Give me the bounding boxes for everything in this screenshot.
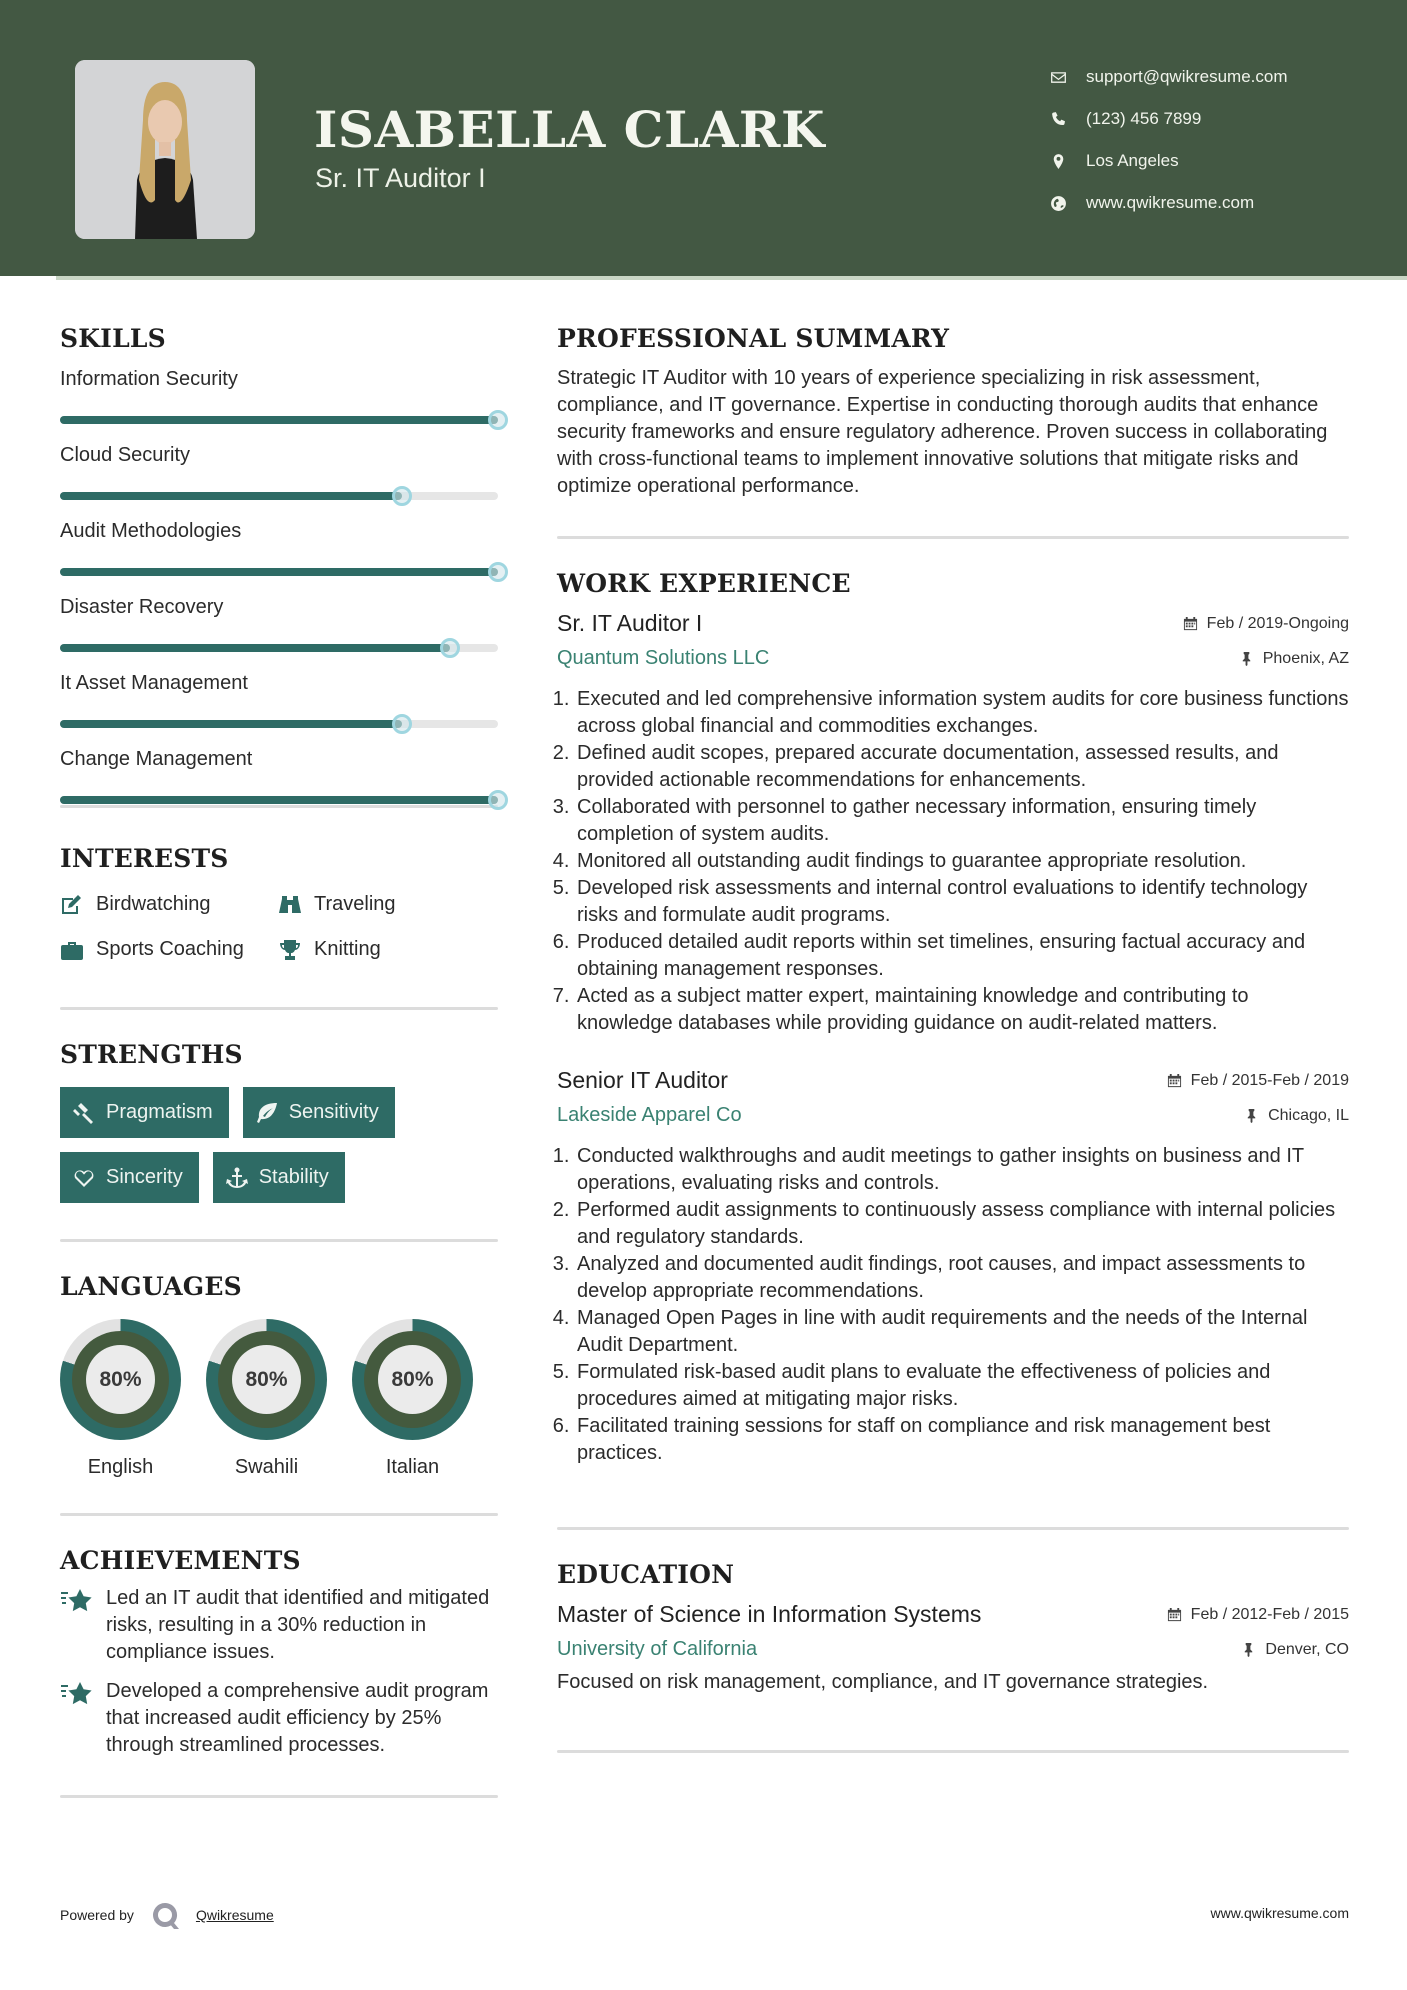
contact-location	[1050, 140, 1288, 182]
language-percent: 80%	[86, 1345, 155, 1414]
interest-item	[278, 936, 498, 963]
summary-title: PROFESSIONAL SUMMARY	[557, 324, 950, 353]
star-icon	[60, 1678, 106, 1759]
strength-label: Stability	[258, 1166, 329, 1188]
skill-item	[60, 627, 498, 703]
language-percent: 80%	[378, 1345, 447, 1414]
candidate-name: ISABELLA CLARK	[314, 100, 825, 159]
education-description: Focused on risk management, compliance, and IT governance strategies.	[557, 1671, 1209, 1693]
interest-item	[278, 891, 498, 918]
interest-label: Knitting	[314, 938, 381, 960]
candidate-role: Sr. IT Auditor I	[315, 163, 486, 193]
interest-label: Traveling	[314, 893, 396, 915]
suitcase-icon	[60, 939, 96, 961]
section-divider	[60, 805, 498, 808]
skill-item	[60, 551, 498, 627]
contact-list	[1050, 56, 1288, 224]
strength-chip	[60, 1152, 199, 1203]
job-dates: Feb / 2015-Feb / 2019	[1167, 1072, 1349, 1090]
section-divider	[60, 1007, 498, 1010]
skill-item	[60, 475, 498, 551]
job-dates: Feb / 2019-Ongoing	[1183, 615, 1349, 633]
anchor-icon	[225, 1166, 259, 1190]
heart-icon	[72, 1166, 106, 1190]
calendar-icon	[1183, 616, 1198, 631]
duty-item: 5. Developed risk assessments and internal control evaluations to identify technology risks and formulate audit programs.	[575, 875, 1349, 929]
contact-location-text: Los Angeles	[1086, 151, 1179, 170]
strength-chip	[60, 1087, 229, 1138]
achievement-text: Developed a comprehensive audit program that increased audit efficiency by 25% through streamlined processes.	[106, 1680, 489, 1756]
contact-website[interactable]	[1050, 182, 1288, 224]
interests-title: INTERESTS	[60, 844, 229, 873]
section-divider	[557, 536, 1349, 539]
strength-label: Sincerity	[106, 1166, 183, 1188]
resume-header	[0, 0, 1407, 276]
contact-website-text: www.qwikresume.com	[1086, 193, 1255, 212]
summary-text: Strategic IT Auditor with 10 years of experience specializing in risk assessment, compliance, and IT governance. Expertise in conducting thorough audits that enhance security frameworks and ensure regulatory adherence. Proven success in collaborating with cross-functional teams to implement innovative solutions that mitigate risks and optimize operational performance.	[557, 367, 1328, 497]
interest-item	[60, 936, 278, 963]
language-percent: 80%	[232, 1345, 301, 1414]
interests-list	[60, 891, 498, 963]
strengths-title: STRENGTHS	[60, 1040, 243, 1069]
skill-bar-knob	[488, 790, 508, 810]
edit-icon	[60, 894, 96, 916]
language-progress-ring	[352, 1319, 473, 1440]
section-divider	[557, 1750, 1349, 1753]
skill-label: Disaster Recovery	[60, 596, 224, 618]
skill-item	[60, 703, 498, 779]
qwikresume-link[interactable]: Qwikresume	[195, 1907, 274, 1923]
leaf-icon	[255, 1101, 289, 1125]
strength-chip	[243, 1087, 395, 1138]
education-dates: Feb / 2012-Feb / 2015	[1167, 1606, 1349, 1624]
pushpin-icon	[1239, 651, 1254, 666]
skill-label: Audit Methodologies	[60, 520, 242, 542]
interest-item	[60, 891, 278, 918]
trophy-icon	[278, 939, 314, 961]
skill-label: Cloud Security	[60, 444, 191, 466]
duty-item: 2. Defined audit scopes, prepared accurate documentation, assessed results, and provided actionable recommendations for enhancements.	[575, 740, 1349, 794]
degree-title: Master of Science in Information Systems	[557, 1601, 982, 1627]
languages-list	[60, 1319, 498, 1479]
star-icon	[60, 1585, 106, 1666]
achievement-item	[60, 1585, 498, 1666]
language-label: English	[87, 1456, 154, 1478]
skill-bar-fill	[60, 796, 498, 804]
pushpin-icon	[1244, 1108, 1259, 1123]
globe-icon	[1050, 195, 1086, 212]
school-name: University of California	[557, 1638, 758, 1660]
calendar-icon	[1167, 1073, 1182, 1088]
achievement-item	[60, 1678, 498, 1759]
language-item	[206, 1319, 327, 1479]
skills-list	[60, 323, 498, 779]
skill-label: Change Management	[60, 748, 253, 770]
duty-item: 1. Executed and led comprehensive information system audits for core business functions across global financial and commodities exchanges.	[575, 686, 1349, 740]
duty-item: 4. Managed Open Pages in line with audit requirements and the needs of the Internal Audit Department.	[575, 1305, 1349, 1359]
strength-label: Pragmatism	[106, 1101, 213, 1123]
duty-item: 4. Monitored all outstanding audit findings to guarantee appropriate resolution.	[575, 848, 1349, 875]
language-label: Swahili	[234, 1456, 299, 1478]
pushpin-icon	[1241, 1642, 1256, 1657]
right-column	[557, 320, 1349, 1753]
person-photo-icon	[75, 60, 255, 239]
job-duties	[557, 686, 1349, 1037]
section-divider	[557, 1527, 1349, 1530]
gavel-icon	[72, 1101, 106, 1125]
contact-email[interactable]	[1050, 56, 1288, 98]
job-title: Sr. IT Auditor I	[557, 610, 703, 636]
job-location: Phoenix, AZ	[1239, 650, 1349, 668]
strength-label: Sensitivity	[288, 1101, 379, 1123]
map-pin-icon	[1050, 153, 1086, 170]
achievements-title: ACHIEVEMENTS	[60, 1546, 301, 1575]
profile-photo	[75, 60, 255, 239]
skill-bar	[60, 796, 498, 804]
education-title: EDUCATION	[557, 1560, 735, 1589]
education-entry	[557, 1601, 1349, 1696]
duty-item: 5. Formulated risk-based audit plans to evaluate the effectiveness of policies and procedures aimed at mitigating major risks.	[575, 1359, 1349, 1413]
job-entry	[557, 610, 1349, 1037]
contact-email-text: support@qwikresume.com	[1086, 67, 1288, 86]
powered-by-text: Powered by	[60, 1907, 134, 1923]
duty-item: 1. Conducted walkthroughs and audit meetings to gather insights on business and IT operations, evaluating risks and controls.	[575, 1143, 1349, 1197]
education-location: Denver, CO	[1241, 1641, 1349, 1659]
language-progress-ring	[60, 1319, 181, 1440]
job-entry	[557, 1067, 1349, 1467]
duty-item: 3. Analyzed and documented audit findings, root causes, and impact assessments to develop appropriate recommendations.	[575, 1251, 1349, 1305]
job-title: Senior IT Auditor	[557, 1067, 728, 1093]
skill-label: Information Security	[60, 368, 238, 390]
binoculars-icon	[278, 894, 314, 916]
section-divider	[60, 1795, 498, 1798]
header-divider	[56, 276, 1407, 280]
footer-site[interactable]: www.qwikresume.com	[1210, 1905, 1349, 1921]
contact-phone-text: (123) 456 7899	[1086, 109, 1202, 128]
contact-phone[interactable]	[1050, 98, 1288, 140]
envelope-icon	[1050, 69, 1086, 86]
duty-item: 2. Performed audit assignments to continuously assess compliance with internal policies and regulatory standards.	[575, 1197, 1349, 1251]
language-progress-ring	[206, 1319, 327, 1440]
job-organization: Lakeside Apparel Co	[557, 1104, 742, 1126]
calendar-icon	[1167, 1607, 1182, 1622]
language-label: Italian	[385, 1456, 440, 1478]
footer-powered-by	[60, 1900, 274, 1930]
language-item	[352, 1319, 473, 1479]
section-divider	[60, 1513, 498, 1516]
left-column	[60, 320, 498, 1798]
duty-item: 6. Facilitated training sessions for staff on compliance and risk management best practices.	[575, 1413, 1349, 1467]
job-organization: Quantum Solutions LLC	[557, 647, 770, 669]
duty-item: 6. Produced detailed audit reports within set timelines, ensuring factual accuracy and obtaining management responses.	[575, 929, 1349, 983]
strengths-list	[60, 1087, 498, 1203]
experience-title: WORK EXPERIENCE	[557, 569, 851, 598]
phone-icon	[1050, 111, 1086, 128]
language-item	[60, 1319, 181, 1479]
skill-item	[60, 323, 498, 399]
job-duties	[557, 1143, 1349, 1467]
qwikresume-logo-icon	[150, 1900, 180, 1930]
languages-title: LANGUAGES	[60, 1272, 242, 1301]
achievement-text: Led an IT audit that identified and mitigated risks, resulting in a 30% reduction in compliance issues.	[106, 1587, 490, 1663]
job-location: Chicago, IL	[1244, 1107, 1349, 1125]
skill-item	[60, 399, 498, 475]
interest-label: Birdwatching	[96, 893, 211, 915]
interest-label: Sports Coaching	[96, 938, 244, 960]
duty-item: 3. Collaborated with personnel to gather necessary information, ensuring timely completion of system audits.	[575, 794, 1349, 848]
section-divider	[60, 1239, 498, 1242]
strength-chip	[213, 1152, 345, 1203]
skills-title: SKILLS	[60, 324, 166, 353]
skill-label: It Asset Management	[60, 672, 248, 694]
duty-item: 7. Acted as a subject matter expert, maintaining knowledge and contributing to knowledge databases while providing guidance on audit-related matters.	[575, 983, 1349, 1037]
